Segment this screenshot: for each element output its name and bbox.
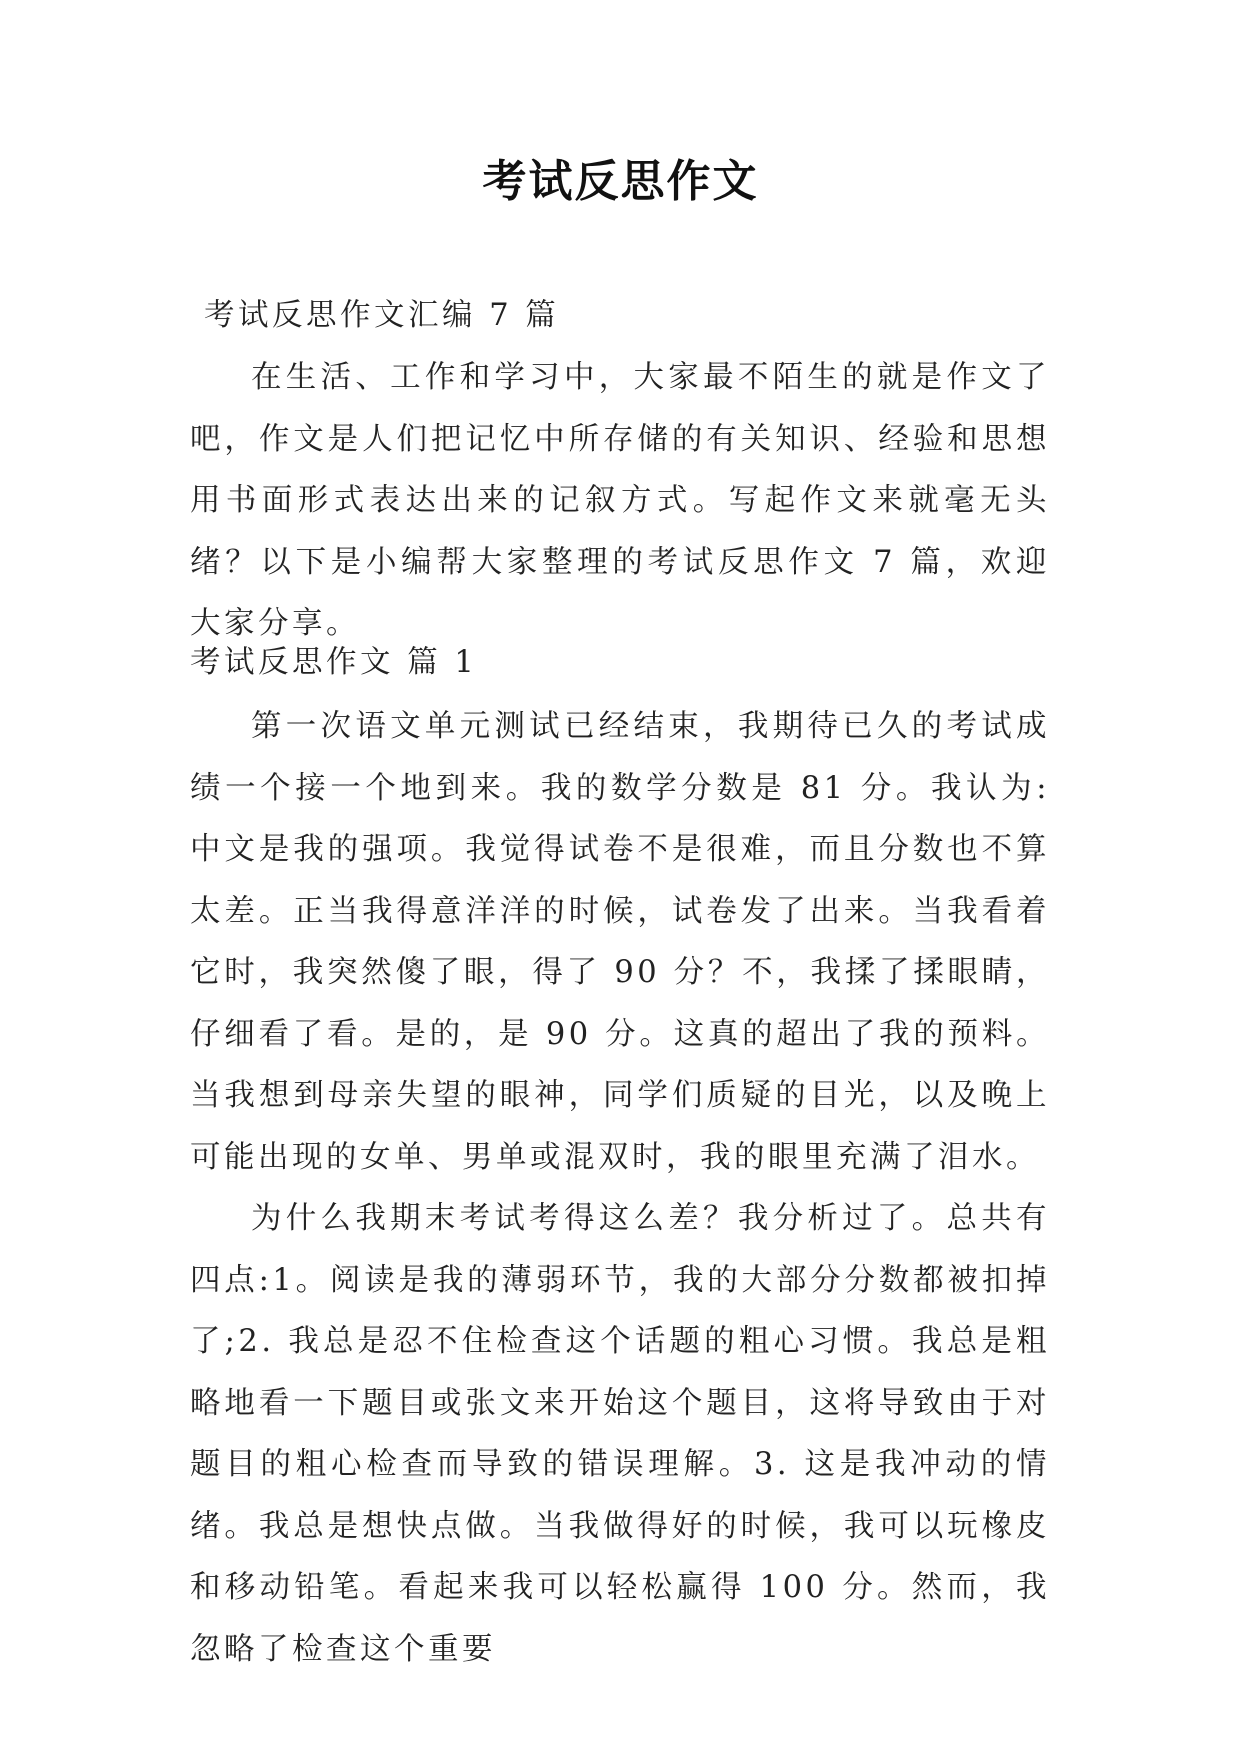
document-subtitle: 考试反思作文汇编 7 篇 — [204, 298, 560, 333]
document-title: 考试反思作文 — [482, 156, 759, 207]
intro-paragraph-block — [190, 347, 1050, 655]
section-body — [190, 696, 1050, 1680]
body-paragraph: 第一次语文单元测试已经结束，我期待已久的考试成绩一个接一个地到来。我的数学分数是 81 分。我认为:中文是我的强项。我觉得试卷不是很难，而且分数也不算太差。正当我得意洋洋的时候，试卷发了出来。当我看着它时，我突然傻了眼，得了 90 分？不，我揉了揉眼睛，仔细看了看。是的，是 90 分。这真的超出了我的预料。当我想到母亲失望的眼神，同学们质疑的目光，以及晚上可能出现的女单、男单或混双时，我的眼里充满了泪水。 — [190, 709, 1050, 1175]
section-heading-block — [190, 632, 1050, 694]
section-heading: 考试反思作文 篇 1 — [190, 645, 478, 680]
intro-paragraph: 在生活、工作和学习中，大家最不陌生的就是作文了吧，作文是人们把记忆中所存储的有关知识、经验和思想用书面形式表达出来的记叙方式。写起作文来就毫无头绪？以下是小编帮大家整理的考试反思作文 7 篇，欢迎大家分享。 — [190, 360, 1050, 641]
body-paragraph: 为什么我期末考试考得这么差？我分析过了。总共有四点:1。阅读是我的薄弱环节，我的大部分分数都被扣掉了;2. 我总是忍不住检查这个话题的粗心习惯。我总是粗略地看一下题目或张文来开始这个题目，这将导致由于对题目的粗心检查而导致的错误理解。3. 这是我冲动的情绪。我总是想快点做。当我做得好的时候，我可以玩橡皮和移动铅笔。看起来我可以轻松赢得 100 分。然而，我忽略了检查这个重要 — [190, 1201, 1050, 1667]
